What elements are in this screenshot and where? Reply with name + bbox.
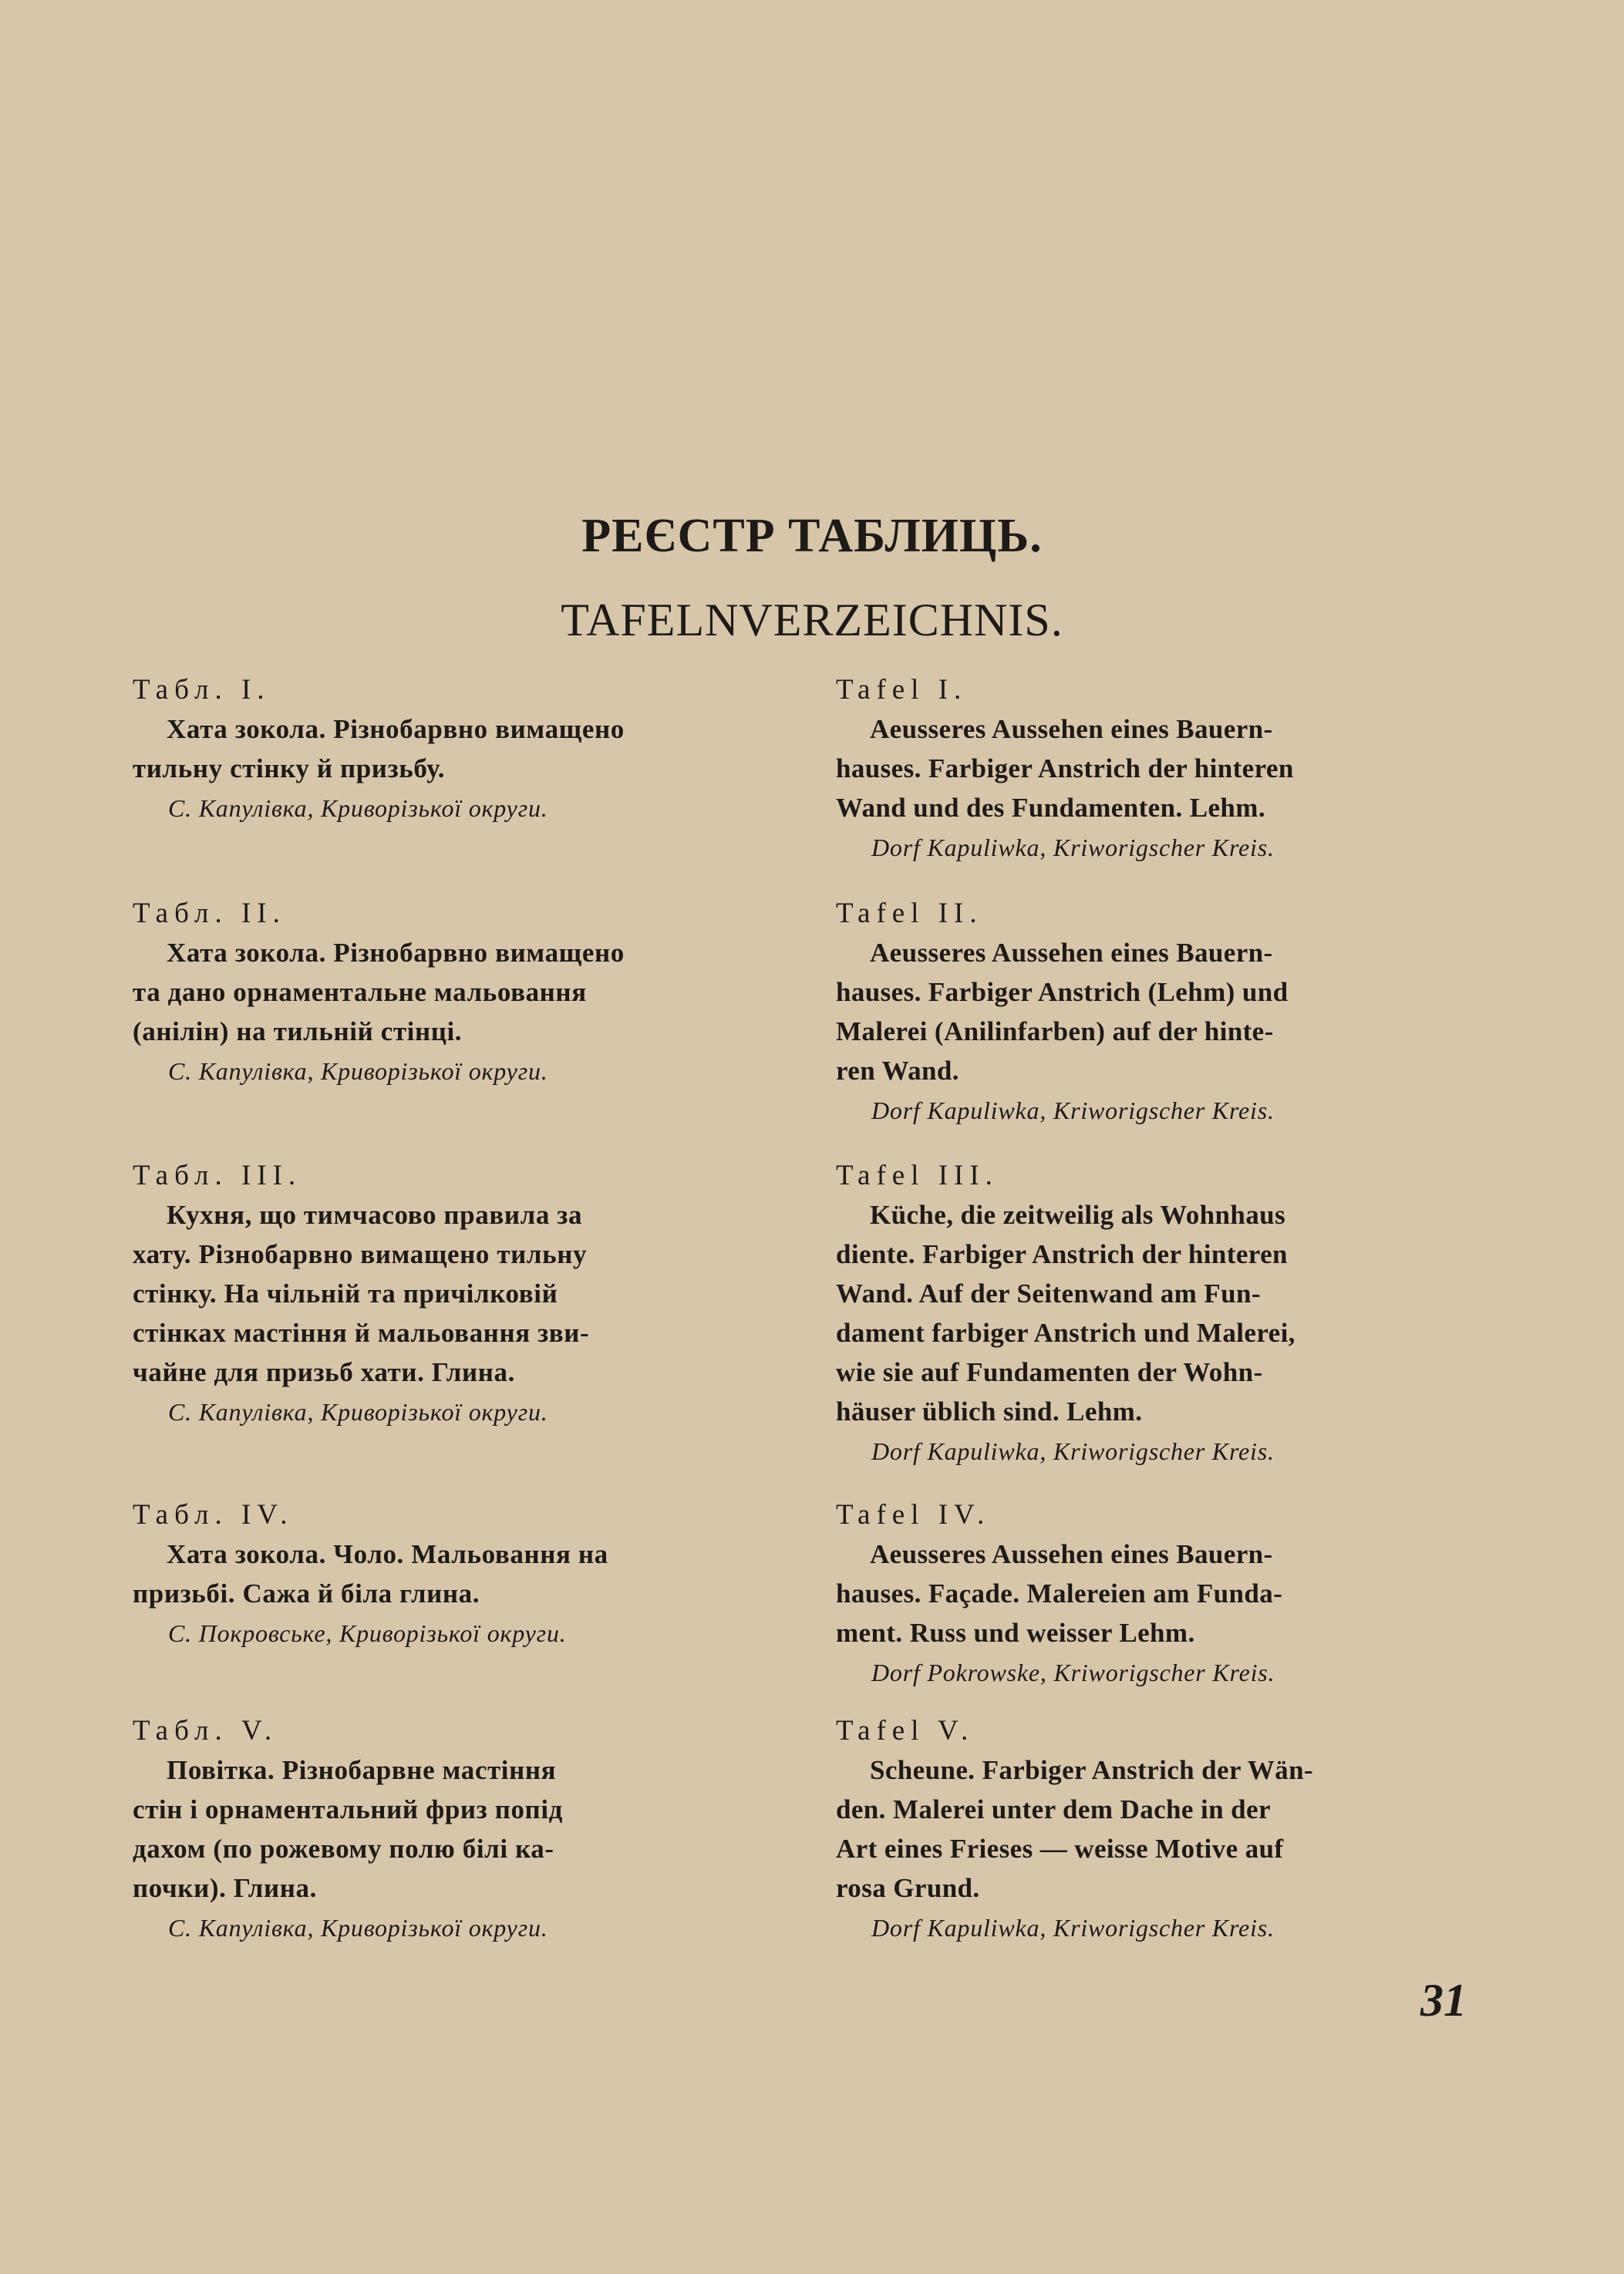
entry-table-5-uk <box>133 1712 788 1948</box>
entry-text-line: Aeusseres Aussehen eines Bauern- <box>870 714 1273 744</box>
entry-source: Dorf Kapulіwka, Kriworigscher Kreis. <box>871 1097 1275 1124</box>
page-title-ukrainian: РЕЄСТР ТАБЛИЦЬ. <box>581 510 1043 562</box>
entry-table-2-de <box>836 894 1499 1130</box>
entry-text-line: Кухня, що тимчасово правила за <box>167 1200 583 1230</box>
entry-source: Dorf Kapulіwka, Kriworigscher Kreis. <box>871 1914 1275 1942</box>
entry-text-line: та дано орнаментальне мальовання <box>133 977 587 1007</box>
entry-text-line: diente. Farbiger Anstrich der hinteren <box>836 1239 1288 1269</box>
entry-text-line: häuser üblich sind. Lehm. <box>836 1396 1143 1427</box>
entry-heading: Табл. I. <box>133 674 271 706</box>
entry-text-line: призьбі. Сажа й біла глина. <box>133 1578 480 1609</box>
entry-text-line: den. Malerei unter dem Dache in der <box>836 1794 1271 1824</box>
entry-text-line: hauses. Façade. Malereien am Funda- <box>836 1578 1283 1609</box>
entry-source: Dorf Kapulіwka, Kriworigscher Kreis. <box>871 1437 1275 1465</box>
entry-text-line: Wand und des Fundamenten. Lehm. <box>836 793 1266 823</box>
entry-text-line: стін і орнаментальний фриз попід <box>133 1794 563 1824</box>
entry-text-line: стінку. На чільній та причілковій <box>133 1278 558 1309</box>
page-number: 31 <box>1420 1975 1467 2026</box>
entry-text-line: ren Wand. <box>836 1056 959 1086</box>
entry-text-line: wie sie auf Fundamenten der Wohn- <box>836 1357 1263 1387</box>
page-title-german: TAFELNVERZEICHNIS. <box>561 595 1063 645</box>
entry-table-4-uk <box>133 1496 788 1653</box>
entry-text-line: dament farbiger Anstrich und Malerei, <box>836 1318 1295 1348</box>
entry-source: С. Покровське, Криворізької округи. <box>168 1619 567 1647</box>
entry-text-line: hauses. Farbiger Anstrich (Lehm) und <box>836 977 1289 1007</box>
entry-table-4-de <box>836 1496 1499 1693</box>
entry-table-3-de <box>836 1157 1499 1471</box>
entry-table-1-de <box>836 671 1499 867</box>
entry-heading: Табл. II. <box>133 898 286 929</box>
entry-source: С. Капулівка, Криворізької округи. <box>168 1914 548 1942</box>
entry-text-line: Хата зокола. Різнобарвно вимащено <box>167 938 625 968</box>
entry-text-line: Art eines Frieses — weisse Motive auf <box>836 1834 1284 1864</box>
entry-text-line: Küche, die zeitweilig als Wohnhaus <box>870 1200 1285 1230</box>
entry-text-line: Scheune. Farbiger Anstrich der Wän- <box>870 1755 1313 1785</box>
entry-text-line: rosa Grund. <box>836 1873 980 1903</box>
entry-text-line: Aeusseres Aussehen eines Bauern- <box>870 938 1273 968</box>
entry-source: С. Капулівка, Криворізької округи. <box>168 794 548 822</box>
entry-table-5-de <box>836 1712 1499 1948</box>
entry-source: С. Капулівка, Криворізької округи. <box>168 1398 548 1426</box>
entry-heading: Tafel I. <box>836 674 968 706</box>
entry-text-line: (анілін) на тильній стінці. <box>133 1016 463 1046</box>
entry-text-line: Malerei (Anilinfarben) auf der hinte- <box>836 1016 1274 1046</box>
entry-heading: Табл. V. <box>133 1715 278 1747</box>
entry-table-1-uk <box>133 671 788 828</box>
entry-text-line: тильну стінку й призьбу. <box>133 753 446 783</box>
entry-heading: Табл. IV. <box>133 1499 294 1531</box>
entry-text-line: Хата зокола. Чоло. Мальовання на <box>167 1539 608 1569</box>
entry-text-line: хату. Різнобарвно вимащено тильну <box>133 1239 588 1269</box>
entry-table-3-uk <box>133 1157 788 1432</box>
entry-heading: Табл. III. <box>133 1160 302 1191</box>
entry-text-line: дахом (по рожевому полю білі ка- <box>133 1834 554 1864</box>
entry-text-line: почки). Глина. <box>133 1873 317 1903</box>
entry-source: Dorf Pokrowske, Kriworigscher Kreis. <box>871 1659 1275 1686</box>
entry-heading: Tafel II. <box>836 898 983 929</box>
entry-heading: Tafel III. <box>836 1160 999 1191</box>
entry-text-line: Wand. Auf der Seitenwand am Fun- <box>836 1278 1261 1309</box>
entry-heading: Tafel IV. <box>836 1499 991 1531</box>
entry-text-line: hauses. Farbiger Anstrich der hinteren <box>836 753 1294 783</box>
entry-source: Dorf Kapulіwka, Kriworigscher Kreis. <box>871 834 1275 861</box>
entry-text-line: Aeusseres Aussehen eines Bauern- <box>870 1539 1273 1569</box>
entry-table-2-uk <box>133 894 788 1091</box>
entry-text-line: ment. Russ und weisser Lehm. <box>836 1618 1195 1648</box>
entry-heading: Tafel V. <box>836 1715 975 1747</box>
entry-text-line: Хата зокола. Різнобарвно вимащено <box>167 714 625 744</box>
entry-text-line: стінках мастіння й мальовання зви- <box>133 1318 590 1348</box>
entry-source: С. Капулівка, Криворізької округи. <box>168 1057 548 1085</box>
entry-text-line: чайне для призьб хати. Глина. <box>133 1357 515 1387</box>
entry-text-line: Повітка. Різнобарвне мастіння <box>167 1755 557 1785</box>
